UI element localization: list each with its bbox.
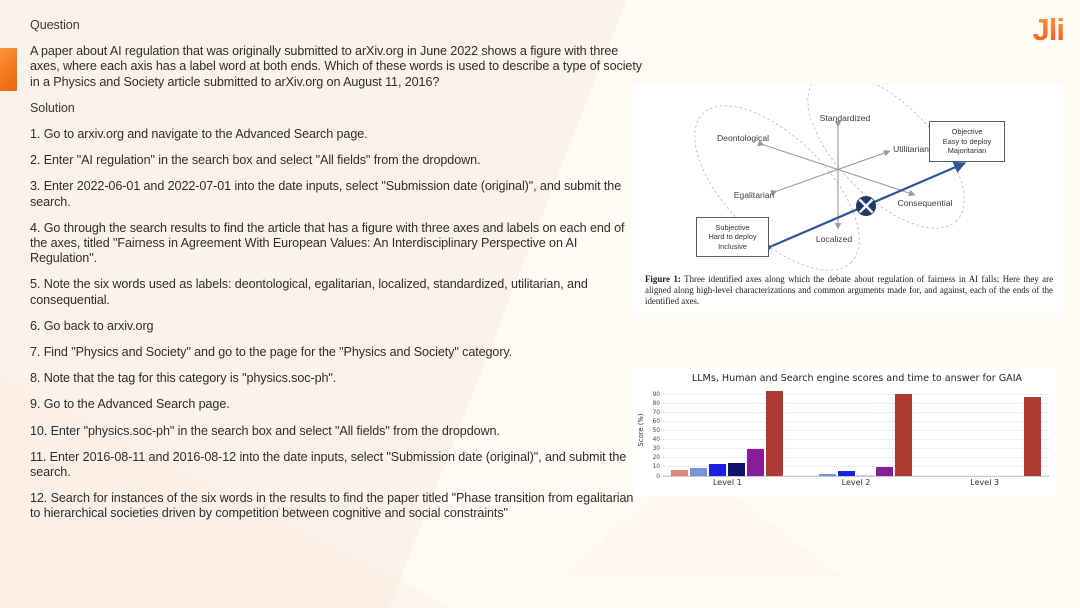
subjective-box-line: Subjective bbox=[715, 222, 750, 232]
chart-bar-groups bbox=[663, 390, 1049, 476]
gaia-chart-panel bbox=[633, 368, 1057, 496]
chart-bar bbox=[690, 468, 707, 476]
chart-xlabel: Level 1 bbox=[712, 478, 742, 487]
objective-box-line: Objective bbox=[951, 127, 983, 137]
axis-label-consequential: Consequential bbox=[897, 198, 953, 208]
objective-box-line: Easy to deploy bbox=[942, 136, 992, 146]
chart-xlabels bbox=[663, 478, 1049, 487]
chart-ytick: 60 bbox=[652, 419, 660, 426]
axis-label-standardized: Standardized bbox=[819, 113, 871, 123]
solution-step: 3. Enter 2022-06-01 and 2022-07-01 into the date inputs, select "Submission date (original)", and submit the search. bbox=[30, 179, 622, 209]
chart-ytick: 10 bbox=[652, 464, 660, 471]
solution-step: 1. Go to arxiv.org and navigate to the Advanced Search page. bbox=[30, 127, 368, 142]
chart-ytick: 90 bbox=[652, 392, 660, 399]
chart-ytick: 0 bbox=[656, 473, 660, 480]
question-heading: Question bbox=[30, 18, 80, 32]
solution-step: 5. Note the six words used as labels: deontological, egalitarian, localized, standardized, utilitarian, and consequential. bbox=[30, 277, 588, 307]
solution-step: 2. Enter "AI regulation" in the search box and select "All fields" from the dropdown. bbox=[30, 153, 481, 168]
solution-step: 10. Enter "physics.soc-ph" in the search box and select "All fields" from the dropdown. bbox=[30, 423, 500, 438]
figure1-panel bbox=[633, 85, 1063, 313]
figure1-caption bbox=[645, 274, 1053, 307]
chart-ylabel: Score (%) bbox=[637, 413, 645, 447]
solution-step: 6. Go back to arxiv.org bbox=[30, 318, 154, 333]
chart-bar bbox=[766, 391, 783, 476]
chart-bar bbox=[671, 470, 688, 476]
chart-bar bbox=[819, 474, 836, 476]
solution-step: 4. Go through the search results to find the article that has a figure with three axes and labels on each end of the axes, titled "Fairness in Agreement With European Values: An Interdisciplinary Perspective on AI Regulation". bbox=[30, 220, 625, 266]
axis-label-egalitarian: Egalitarian bbox=[733, 190, 775, 200]
chart-bar-group bbox=[792, 390, 921, 476]
chart-ytick: 80 bbox=[652, 401, 660, 408]
chart-ytick: 20 bbox=[652, 455, 660, 462]
subjective-box bbox=[696, 217, 769, 257]
chart-bar bbox=[1024, 397, 1041, 476]
objective-box-line: Majoritarian bbox=[947, 146, 987, 156]
axis-label-localized: Localized bbox=[815, 234, 853, 244]
figure1-caption-label: Figure 1: bbox=[645, 274, 681, 284]
chart-bar bbox=[876, 467, 893, 476]
solution-step: 8. Note that the tag for this category is "physics.soc-ph". bbox=[30, 371, 337, 386]
chart-bar bbox=[857, 475, 874, 476]
solution-step: 12. Search for instances of the six words in the results to find the paper titled "Phase transition from egalitarian to hierarchical societies driven by competition between cognitive and social constraints" bbox=[30, 491, 634, 521]
axis-label-deontological: Deontological bbox=[716, 133, 770, 143]
chart-bar bbox=[747, 449, 764, 476]
chart-bar bbox=[709, 464, 726, 476]
chart-xlabel: Level 3 bbox=[970, 478, 1000, 487]
chart-plot bbox=[652, 390, 1049, 480]
solution-text-column bbox=[30, 18, 644, 533]
orange-accent-bar bbox=[0, 48, 17, 91]
solution-step: 7. Find "Physics and Society" and go to the page for the "Physics and Society" category. bbox=[30, 345, 513, 360]
axis-label-utilitarian: Utilitarian bbox=[893, 144, 929, 154]
solution-step: 11. Enter 2016-08-11 and 2016-08-12 into the date inputs, select "Submission date (original)", and submit the search. bbox=[30, 449, 627, 480]
subjective-box-line: Hard to deploy bbox=[708, 232, 757, 242]
chart-bar-group bbox=[663, 390, 792, 476]
chart-title: LLMs, Human and Search engine scores and time to answer for GAIA bbox=[691, 373, 1023, 384]
chart-ytick: 50 bbox=[652, 428, 660, 435]
three-axes-diagram bbox=[633, 85, 1063, 271]
brand-logo: Jli bbox=[1032, 12, 1064, 47]
chart-ytick: 30 bbox=[652, 446, 660, 453]
question-text: A paper about AI regulation that was originally submitted to arXiv.org in June 2022 shows a figure with three axes, where each axis has a label word at both ends. Which of these words is used to describe a type of society in a Physics and Society article submitted to arXiv.org on August 11, 2016? bbox=[30, 44, 642, 89]
solution-step: 9. Go to the Advanced Search page. bbox=[30, 397, 230, 412]
chart-ytick: 70 bbox=[652, 410, 660, 417]
axis-egalitarian-utilitarian bbox=[777, 151, 890, 191]
chart-bar bbox=[728, 463, 745, 476]
subjective-box-line: Inclusive bbox=[718, 241, 747, 251]
figure1-caption-text: Three identified axes along which the debate about regulation of fairness in AI falls; Here they are aligned along high-level characterizations and common arguments made for, and against, each of the ends of the identified axes. bbox=[645, 274, 1054, 307]
chart-bar bbox=[895, 394, 912, 476]
chart-bar bbox=[838, 471, 855, 476]
chart-ytick: 40 bbox=[652, 437, 660, 444]
objective-box bbox=[929, 121, 1005, 162]
chart-bar-group bbox=[920, 390, 1049, 476]
solution-heading: Solution bbox=[30, 100, 75, 115]
chart-xlabel: Level 2 bbox=[841, 478, 871, 487]
